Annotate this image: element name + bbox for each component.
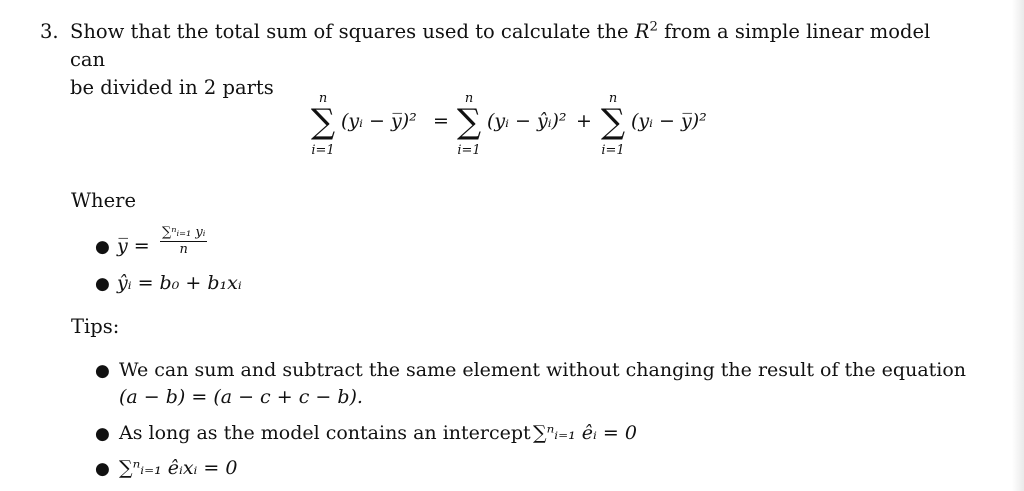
problem-line2: be divided in 2 parts xyxy=(70,76,274,99)
equation-plus: + xyxy=(576,110,592,132)
ybar-fraction xyxy=(160,226,207,257)
summation-upper-limit: n xyxy=(608,91,618,106)
summation-lower-limit: i=1 xyxy=(601,143,625,158)
problem-statement xyxy=(40,18,970,102)
r-exponent: 2 xyxy=(649,19,658,35)
summation-symbol: ∑ xyxy=(456,102,482,142)
bullet-icon: ● xyxy=(95,237,110,257)
ybar-lhs: y̅ = xyxy=(117,235,150,257)
tip-3-math: ∑ⁿᵢ₌₁ êᵢxᵢ = 0 xyxy=(119,457,238,479)
bullet-icon: ● xyxy=(95,424,110,444)
summation-symbol: ∑ xyxy=(310,102,336,142)
tip-1-line2: (a − b) = (a − c + c − b). xyxy=(119,386,363,408)
equation-equals: = xyxy=(433,110,449,132)
bullet-icon: ● xyxy=(95,459,110,479)
problem-line1-post: from a simple linear model can xyxy=(70,20,931,71)
summation-upper-limit: n xyxy=(318,91,328,106)
tips-heading: Tips: xyxy=(71,315,120,338)
r-symbol: R xyxy=(634,20,650,43)
equation-term-explained: (yᵢ − y̅)² xyxy=(631,110,707,132)
summation-upper-limit: n xyxy=(464,91,474,106)
equation-term-residual: (yᵢ − ŷᵢ)² xyxy=(487,110,567,132)
problem-line1-pre: Show that the total sum of squares used to calculate the xyxy=(70,20,635,43)
page-edge-shadow xyxy=(1012,0,1024,491)
tip-1-line1: We can sum and subtract the same element without changing the result of the equation xyxy=(119,359,967,381)
equation-term-total: (yᵢ − y̅)² xyxy=(341,110,417,132)
tip-2-math: ∑ⁿᵢ₌₁ êᵢ = 0 xyxy=(533,422,637,444)
tip-2-text: As long as the model contains an intercept xyxy=(119,422,531,444)
summation-lower-limit: i=1 xyxy=(311,143,335,158)
fraction-numerator: ∑ⁿᵢ₌₁ yᵢ xyxy=(162,225,206,240)
summation-lower-limit: i=1 xyxy=(457,143,481,158)
bullet-icon: ● xyxy=(95,361,110,381)
problem-text xyxy=(70,18,970,102)
problem-number: 3. xyxy=(40,20,59,43)
summation-symbol: ∑ xyxy=(600,102,626,142)
bullet-icon: ● xyxy=(95,274,110,294)
fraction-denominator: n xyxy=(179,242,188,257)
where-heading: Where xyxy=(71,189,137,212)
fitted-value-definition: ŷᵢ = b₀ + b₁xᵢ xyxy=(117,272,242,294)
